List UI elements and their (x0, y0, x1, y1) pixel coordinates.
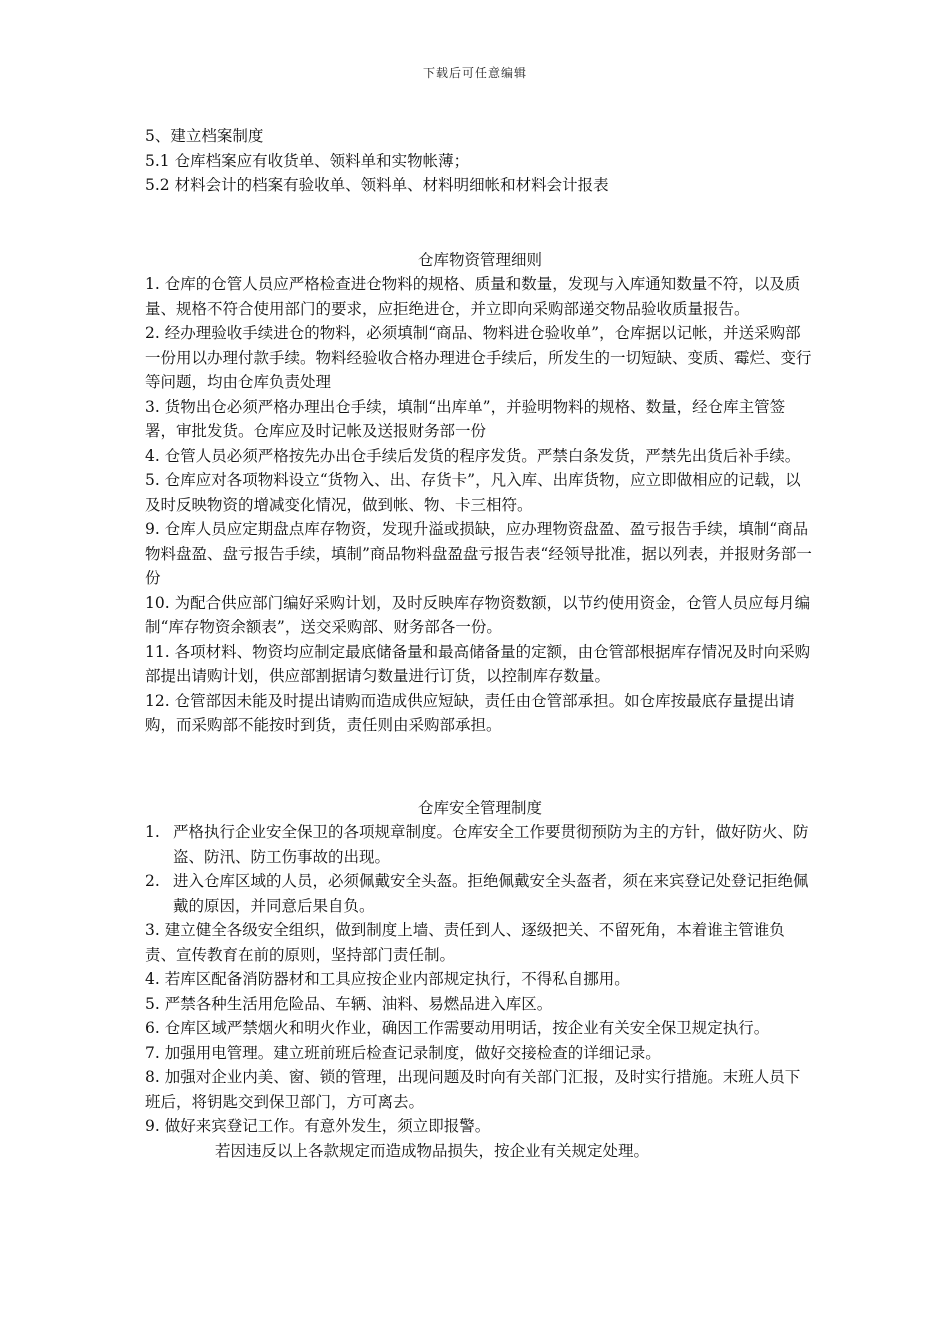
page-header: 下载后可任意编辑 (422, 66, 527, 80)
list-text: 进入仓库区域的人员，必须佩戴安全头盔。拒绝佩戴安全头盔者，须在来宾登记处登记拒绝佩戴的原因，并同意后果自负。 (173, 872, 809, 915)
materials-item: 10. 为配合供应部门编好采购计划，及时反映库存物资数额，以节约使用资金，仓管人员应每月编制“库存物资余额表”，送交采购部、财务部各一份。 (145, 593, 811, 636)
safety-list-item (145, 820, 815, 869)
materials-item: 12. 仓管部因未能及时提出请购而造成供应短缺，责任由仓管部承担。如仓库按最底存量提出请购，而采购部不能按时到货，责任则由采购部承担。 (145, 691, 795, 734)
materials-item: 3. 货物出仓必须严格办理出仓手续，填制“出库单”，并验明物料的规格、数量，经仓库主管签署，审批发货。仓库应及时记帐及送报财务部一份 (145, 397, 786, 440)
archive-item: 5.1 仓库档案应有收货单、领料单和实物帐薄； (145, 151, 470, 170)
document-body (145, 124, 815, 1163)
list-number: 2. (145, 872, 160, 890)
safety-item: 3. 建立健全各级安全组织，做到制度上墙、责任到人、逐级把关、不留死角，本着谁主管谁负责、宣传教育在前的原则，坚持部门责任制。 (145, 921, 785, 964)
list-text: 严格执行企业安全保卫的各项规章制度。仓库安全工作要贯彻预防为主的方针，做好防火、防盗、防汛、防工伤事故的出现。 (173, 823, 809, 866)
safety-item: 4. 若库区配备消防器材和工具应按企业内部规定执行，不得私自挪用。 (145, 970, 630, 988)
safety-item: 9. 做好来宾登记工作。有意外发生，须立即报警。 (145, 1117, 491, 1135)
safety-item: 7. 加强用电管理。建立班前班后检查记录制度，做好交接检查的详细记录。 (145, 1043, 661, 1062)
materials-item: 1. 仓库的仓管人员应严格检查进仓物料的规格、质量和数量，发现与入库通知数量不符，以及质量、规格不符合使用部门的要求，应拒绝进仓，并立即向采购部递交物品验收质量报告。 (145, 275, 801, 318)
safety-list-item (145, 869, 815, 918)
safety-title: 仓库安全管理制度 (417, 798, 542, 817)
safety-item: 8. 加强对企业内美、窗、锁的管理，出现问题及时向有关部门汇报，及时实行措施。末班人员下班后，将钥匙交到保卫部门，方可离去。 (145, 1068, 801, 1111)
materials-item: 2. 经办理验收手续进仓的物料，必须填制“商品、物料进仓验收单”，仓库据以记帐，并送采购部一份用以办理付款手续。物料经验收合格办理进仓手续后，所发生的一切短缺、变质、霉烂、变行等问题，均由仓库负责处理 (145, 324, 812, 391)
safety-item: 5. 严禁各种生活用危险品、车辆、油料、易燃品进入库区。 (145, 994, 553, 1013)
materials-item: 5. 仓库应对各项物料设立“货物入、出、存货卡”，凡入库、出库货物，应立即做相应的记载，以及时反映物资的增减变化情况，做到帐、物、卡三相符。 (145, 471, 801, 514)
materials-title: 仓库物资管理细则 (417, 250, 542, 269)
archive-heading: 5、建立档案制度 (145, 127, 264, 145)
materials-item: 11. 各项材料、物资均应制定最底储备量和最高储备量的定额，由仓管部根据库存情况及时向采购部提出请购计划，供应部割据请匀数量进行订货，以控制库存数量。 (145, 642, 811, 685)
archive-item: 5.2 材料会计的档案有验收单、领料单、材料明细帐和材料会计报表 (145, 176, 609, 194)
materials-item: 9. 仓库人员应定期盘点库存物资，发现升溢或损缺，应办理物资盘盈、盈亏报告手续，填制“商品物料盘盈、盘亏报告手续，填制”商品物料盘盈盘亏报告表“经领导批准，据以列表，并报财务部一份 (145, 520, 812, 587)
list-number: 1. (145, 823, 160, 841)
safety-item: 6. 仓库区域严禁烟火和明火作业，确因工作需要动用明话，按企业有关安全保卫规定执行。 (145, 1019, 770, 1037)
materials-item: 4. 仓管人员必须严格按先办出仓手续后发货的程序发货。严禁白条发货，严禁先出货后补手续。 (145, 446, 801, 465)
safety-closing: 若因违反以上各款规定而造成物品损失，按企业有关规定处理。 (215, 1141, 650, 1160)
